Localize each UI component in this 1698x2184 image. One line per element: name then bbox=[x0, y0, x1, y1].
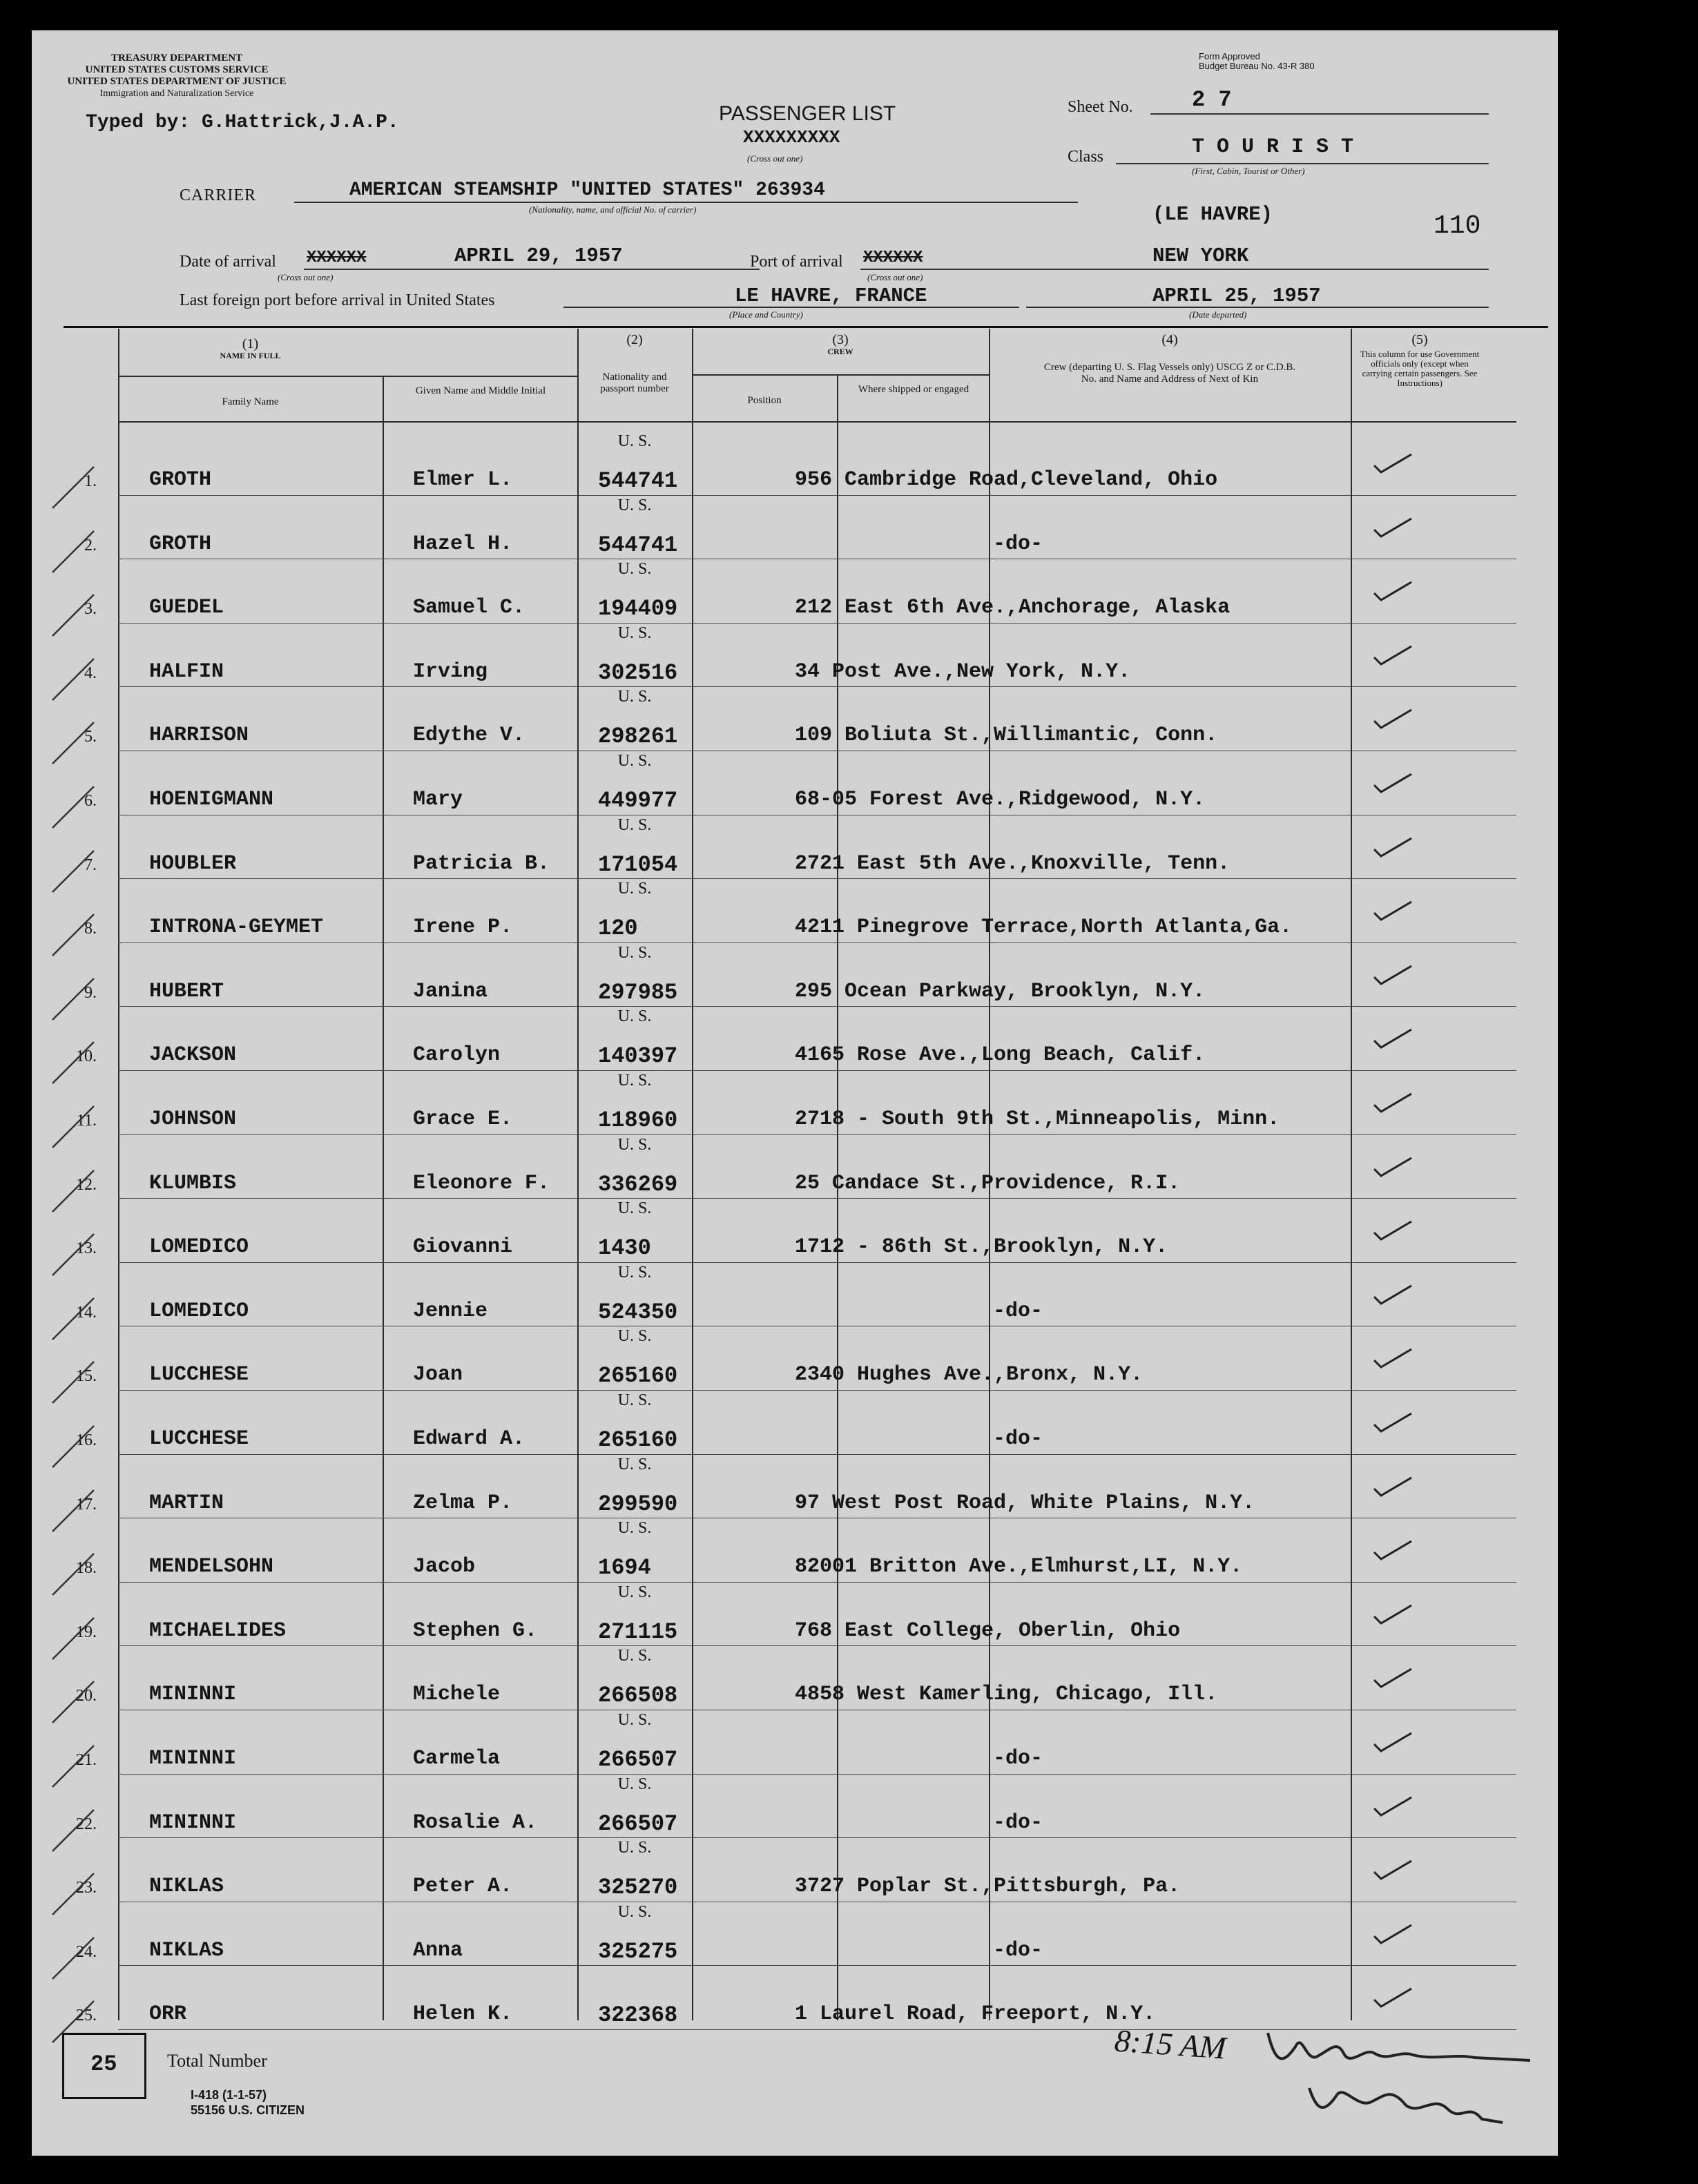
passport-number: 120 bbox=[598, 916, 638, 942]
carrier-value: AMERICAN STEAMSHIP "UNITED STATES" 263934 bbox=[349, 180, 825, 201]
row-number: 11. bbox=[76, 1112, 97, 1130]
passport-number: 1430 bbox=[598, 1235, 651, 1262]
nationality: U. S. bbox=[617, 880, 652, 898]
agency-line: TREASURY DEPARTMENT bbox=[110, 52, 243, 64]
passport-number: 325270 bbox=[598, 1875, 678, 1901]
table-row bbox=[32, 1711, 1558, 1775]
carrier-label: CARRIER bbox=[180, 186, 257, 204]
address: 34 Post Ave.,New York, N.Y. bbox=[795, 659, 1131, 684]
check-mark-icon bbox=[1366, 898, 1421, 925]
passport-number: 297985 bbox=[598, 979, 678, 1005]
given-name: Zelma P. bbox=[413, 1491, 513, 1515]
check-mark-icon bbox=[1366, 1921, 1421, 1949]
col2-title: Nationality and passport number bbox=[600, 371, 669, 394]
row-divider bbox=[118, 1134, 1516, 1135]
row-divider bbox=[118, 1070, 1516, 1071]
address: 68-05 Forest Ave.,Ridgewood, N.Y. bbox=[795, 788, 1206, 811]
form-subtitle-struck: XXXXXXXXX bbox=[743, 127, 840, 148]
given-name: Joan bbox=[413, 1363, 463, 1387]
address: 4165 Rose Ave.,Long Beach, Calif. bbox=[795, 1043, 1206, 1067]
given-name: Carolyn bbox=[413, 1043, 501, 1067]
nationality: U. S. bbox=[617, 1902, 652, 1921]
family-name: NIKLAS bbox=[149, 1938, 224, 1962]
given-name: Mary bbox=[413, 788, 463, 811]
row-number: 10. bbox=[76, 1047, 97, 1066]
row-number: 16. bbox=[76, 1431, 97, 1449]
row-number: 7. bbox=[84, 856, 97, 874]
family-name: MARTIN bbox=[149, 1491, 224, 1515]
col4-title: Crew (departing U. S. Flag Vessels only) USCG Z or C.D.B. No. and Name and Address of Next of Kin bbox=[1043, 362, 1296, 385]
position-header: Position bbox=[747, 395, 782, 406]
table-row bbox=[32, 944, 1558, 1008]
family-name: MININNI bbox=[149, 1810, 237, 1835]
family-name: HALFIN bbox=[149, 659, 224, 684]
col2-num bbox=[577, 334, 692, 346]
given-name: Stephen G. bbox=[413, 1618, 538, 1643]
check-mark-icon bbox=[1366, 1729, 1421, 1757]
nationality: U. S. bbox=[617, 432, 652, 450]
row-number: 24. bbox=[76, 1942, 97, 1961]
family-name: HOENIGMANN bbox=[149, 788, 274, 811]
row-number: 13. bbox=[76, 1239, 97, 1258]
port-arrival-hint: (Cross out one) bbox=[867, 272, 923, 282]
address: 2340 Hughes Ave.,Bronx, N.Y. bbox=[795, 1363, 1144, 1387]
nationality: U. S. bbox=[617, 1839, 652, 1857]
row-number: 15. bbox=[76, 1367, 97, 1386]
passport-number: 140397 bbox=[598, 1043, 678, 1070]
nationality: U. S. bbox=[617, 1455, 652, 1473]
address: 25 Candace St.,Providence, R.I. bbox=[795, 1171, 1181, 1195]
table-row bbox=[32, 1007, 1558, 1072]
passport-number: 266507 bbox=[598, 1747, 678, 1772]
address: 4211 Pinegrove Terrace,North Atlanta,Ga. bbox=[795, 916, 1293, 940]
le-havre: (LE HAVRE) bbox=[1152, 203, 1273, 226]
given-name: Samuel C. bbox=[413, 596, 525, 620]
agency-line: UNITED STATES CUSTOMS SERVICE bbox=[85, 64, 269, 75]
col3-title: CREW bbox=[827, 347, 853, 356]
given-name: Grace E. bbox=[413, 1108, 513, 1131]
family-name: HARRISON bbox=[149, 724, 249, 748]
check-mark-icon bbox=[1366, 578, 1421, 606]
table-row bbox=[32, 496, 1558, 561]
col5-num-text: (5) bbox=[1411, 332, 1428, 347]
passport-number: 194409 bbox=[598, 596, 678, 622]
handwritten-note: 8:15 AM bbox=[1113, 2022, 1227, 2066]
budget-bureau: Budget Bureau No. 43-R 380 bbox=[1199, 61, 1315, 71]
nationality: U. S. bbox=[617, 1519, 652, 1538]
date-arrival-struck: XXXXXX bbox=[307, 249, 367, 267]
table-row bbox=[32, 1391, 1558, 1456]
passenger-list-sheet bbox=[32, 30, 1558, 2156]
total-value: 25 bbox=[90, 2051, 117, 2077]
table-row bbox=[32, 1327, 1558, 1391]
passport-number: 265160 bbox=[598, 1427, 678, 1453]
agency-block bbox=[52, 52, 301, 99]
family-name: MICHAELIDES bbox=[149, 1618, 287, 1643]
check-mark-icon bbox=[1366, 1601, 1421, 1629]
passport-number: 171054 bbox=[598, 851, 678, 878]
check-mark-icon bbox=[1366, 1217, 1421, 1245]
family-name: MININNI bbox=[149, 1747, 237, 1770]
col3-header bbox=[692, 334, 989, 358]
date-departed-value: APRIL 25, 1957 bbox=[1152, 284, 1321, 307]
ditto-mark: -do- bbox=[993, 1810, 1043, 1835]
passport-number: 266508 bbox=[598, 1683, 678, 1709]
check-mark-icon bbox=[1366, 1984, 1421, 2012]
total-label: Total Number bbox=[167, 2051, 267, 2071]
address: 109 Boliuta St.,Willimantic, Conn. bbox=[795, 724, 1218, 748]
passport-number: 298261 bbox=[598, 724, 678, 750]
address: 2718 - South 9th St.,Minneapolis, Minn. bbox=[795, 1108, 1280, 1131]
row-number: 23. bbox=[76, 1879, 97, 1897]
table-row bbox=[32, 816, 1558, 880]
family-name: GUEDEL bbox=[149, 596, 224, 620]
passport-number: 299590 bbox=[598, 1491, 678, 1517]
row-divider bbox=[118, 1262, 1516, 1263]
given-name-header: Given Name and Middle Initial bbox=[415, 385, 546, 396]
address: 2721 East 5th Ave.,Knoxville, Tenn. bbox=[795, 851, 1231, 876]
row-divider bbox=[118, 1390, 1516, 1391]
row-number: 14. bbox=[76, 1303, 97, 1322]
given-name: Elmer L. bbox=[413, 468, 513, 492]
handwritten-signature bbox=[1254, 2019, 1544, 2143]
col2-num-text: (2) bbox=[626, 332, 643, 347]
row-number: 18. bbox=[76, 1559, 97, 1578]
nationality: U. S. bbox=[617, 1135, 652, 1154]
sheet-value: 2 7 bbox=[1192, 87, 1232, 113]
port-arrival-value: NEW YORK bbox=[1152, 244, 1249, 267]
row-divider bbox=[118, 1645, 1516, 1646]
family-name: NIKLAS bbox=[149, 1875, 224, 1899]
row-number: 8. bbox=[84, 920, 97, 938]
row-divider bbox=[118, 1965, 1516, 1966]
cross-out-hint: (Cross out one) bbox=[747, 153, 803, 164]
row-number: 20. bbox=[76, 1687, 97, 1705]
row-number: 12. bbox=[76, 1175, 97, 1194]
nationality: U. S. bbox=[617, 943, 652, 962]
passport-number: 524350 bbox=[598, 1299, 678, 1325]
passport-number: 325275 bbox=[598, 1938, 678, 1964]
page-number: 110 bbox=[1434, 211, 1481, 241]
table-row bbox=[32, 1903, 1558, 1967]
row-divider bbox=[118, 1198, 1516, 1199]
given-name: Janina bbox=[413, 979, 488, 1003]
check-mark-icon bbox=[1366, 1857, 1421, 1884]
passport-number: 336269 bbox=[598, 1171, 678, 1197]
nationality: U. S. bbox=[617, 1583, 652, 1601]
row-number: 17. bbox=[76, 1495, 97, 1514]
row-divider bbox=[118, 1006, 1516, 1007]
table-row bbox=[32, 1839, 1558, 1903]
table-row bbox=[32, 880, 1558, 944]
col1-title: NAME IN FULL bbox=[220, 351, 281, 360]
given-name: Irving bbox=[413, 659, 488, 684]
ditto-mark: -do- bbox=[993, 1299, 1043, 1323]
last-port-value: LE HAVRE, FRANCE bbox=[735, 284, 927, 307]
address: 956 Cambridge Road,Cleveland, Ohio bbox=[795, 468, 1218, 492]
given-name: Anna bbox=[413, 1938, 463, 1962]
passport-number: 544741 bbox=[598, 468, 678, 494]
row-divider bbox=[118, 1774, 1516, 1775]
agency-line: UNITED STATES DEPARTMENT OF JUSTICE bbox=[67, 76, 287, 87]
passport-number: 322368 bbox=[598, 2002, 678, 2029]
family-name: HUBERT bbox=[149, 979, 224, 1003]
given-name: Carmela bbox=[413, 1747, 501, 1770]
nationality: U. S. bbox=[617, 1263, 652, 1282]
col4-num-text: (4) bbox=[1161, 332, 1178, 347]
typed-by: Typed by: G.Hattrick,J.A.P. bbox=[86, 112, 399, 133]
table-row bbox=[32, 1519, 1558, 1583]
given-name: Jennie bbox=[413, 1299, 488, 1323]
col5-title: This column for use Government officials only (except when carrying certain passengers. See Instructions) bbox=[1360, 349, 1480, 388]
check-mark-icon bbox=[1366, 514, 1421, 542]
nationality: U. S. bbox=[617, 496, 652, 514]
passport-number: 544741 bbox=[598, 532, 678, 558]
given-name: Jacob bbox=[413, 1555, 476, 1579]
row-divider bbox=[118, 878, 1516, 879]
form-code: 55156 U.S. CITIZEN bbox=[191, 2103, 305, 2117]
carrier-hint: (Nationality, name, and official No. of carrier) bbox=[529, 204, 697, 215]
nationality: U. S. bbox=[617, 1199, 652, 1218]
form-id: I-418 (1-1-57) bbox=[191, 2088, 267, 2102]
check-mark-icon bbox=[1366, 1090, 1421, 1117]
check-mark-icon bbox=[1366, 642, 1421, 670]
sheet-label: Sheet No. bbox=[1068, 98, 1133, 116]
check-mark-icon bbox=[1366, 1345, 1421, 1373]
family-name: HOUBLER bbox=[149, 851, 237, 876]
ditto-mark: -do- bbox=[993, 532, 1043, 556]
row-divider bbox=[118, 1454, 1516, 1455]
check-mark-icon bbox=[1366, 1409, 1421, 1437]
passport-number: 302516 bbox=[598, 659, 678, 686]
table-row bbox=[32, 1136, 1558, 1200]
check-mark-icon bbox=[1366, 770, 1421, 798]
passport-number: 118960 bbox=[598, 1108, 678, 1133]
row-number: 3. bbox=[84, 600, 97, 619]
nationality: U. S. bbox=[617, 1007, 652, 1026]
row-divider bbox=[118, 1582, 1516, 1583]
address: 295 Ocean Parkway, Brooklyn, N.Y. bbox=[795, 979, 1206, 1003]
given-name: Edward A. bbox=[413, 1427, 525, 1451]
table-row bbox=[32, 752, 1558, 816]
row-number: 2. bbox=[84, 536, 97, 554]
nationality: U. S. bbox=[617, 1391, 652, 1409]
ditto-mark: -do- bbox=[993, 1938, 1043, 1962]
table-row bbox=[32, 1647, 1558, 1711]
port-arrival-struck: XXXXXX bbox=[863, 249, 923, 267]
check-mark-icon bbox=[1366, 450, 1421, 478]
given-name: Helen K. bbox=[413, 2002, 513, 2027]
nationality: U. S. bbox=[617, 560, 652, 579]
given-name: Giovanni bbox=[413, 1235, 513, 1259]
passport-number: 449977 bbox=[598, 788, 678, 813]
row-divider bbox=[118, 495, 1516, 496]
check-mark-icon bbox=[1366, 1793, 1421, 1821]
table-row bbox=[32, 1264, 1558, 1328]
table-row bbox=[32, 1072, 1558, 1136]
address: 212 East 6th Ave.,Anchorage, Alaska bbox=[795, 596, 1231, 620]
passport-number: 265160 bbox=[598, 1363, 678, 1389]
given-name: Patricia B. bbox=[413, 851, 550, 876]
family-name-header: Family Name bbox=[222, 396, 279, 407]
date-departed-hint: (Date departed) bbox=[1189, 309, 1247, 320]
form-title: PASSENGER LIST bbox=[719, 102, 896, 125]
given-name: Michele bbox=[413, 1683, 501, 1707]
passport-number: 271115 bbox=[598, 1618, 678, 1645]
given-name: Edythe V. bbox=[413, 724, 525, 748]
date-arrival-label: Date of arrival bbox=[180, 253, 276, 271]
table-row bbox=[32, 688, 1558, 752]
agency-line: Immigration and Naturalization Service bbox=[99, 88, 254, 99]
table-row bbox=[32, 1199, 1558, 1264]
family-name: ORR bbox=[149, 2002, 187, 2027]
family-name: JOHNSON bbox=[149, 1108, 237, 1131]
date-arrival-value: APRIL 29, 1957 bbox=[454, 244, 623, 267]
check-mark-icon bbox=[1366, 1665, 1421, 1692]
ditto-mark: -do- bbox=[993, 1747, 1043, 1770]
address: 1712 - 86th St.,Brooklyn, N.Y. bbox=[795, 1235, 1168, 1259]
check-mark-icon bbox=[1366, 1154, 1421, 1181]
class-label: Class bbox=[1068, 148, 1104, 166]
nationality: U. S. bbox=[617, 1327, 652, 1346]
address: 4858 West Kamerling, Chicago, Ill. bbox=[795, 1683, 1218, 1707]
family-name: LUCCHESE bbox=[149, 1363, 249, 1387]
family-name: LOMEDICO bbox=[149, 1299, 249, 1323]
address: 97 West Post Road, White Plains, N.Y. bbox=[795, 1491, 1255, 1515]
class-value: T O U R I S T bbox=[1192, 135, 1354, 159]
family-name: LUCCHESE bbox=[149, 1427, 249, 1451]
row-number: 21. bbox=[76, 1751, 97, 1769]
family-name: KLUMBIS bbox=[149, 1171, 237, 1195]
port-arrival-label: Port of arrival bbox=[750, 253, 843, 271]
check-mark-icon bbox=[1366, 962, 1421, 989]
table-row bbox=[32, 1583, 1558, 1647]
given-name: Peter A. bbox=[413, 1875, 513, 1899]
check-mark-icon bbox=[1366, 1473, 1421, 1501]
nationality: U. S. bbox=[617, 1711, 652, 1729]
passport-number: 1694 bbox=[598, 1555, 651, 1581]
last-port-hint: (Place and Country) bbox=[729, 309, 803, 320]
table-row bbox=[32, 560, 1558, 624]
row-divider bbox=[118, 623, 1516, 624]
row-divider bbox=[118, 686, 1516, 687]
check-mark-icon bbox=[1366, 1282, 1421, 1309]
family-name: INTRONA-GEYMET bbox=[149, 916, 324, 940]
given-name: Eleonore F. bbox=[413, 1171, 550, 1195]
passport-number: 266507 bbox=[598, 1810, 678, 1837]
check-mark-icon bbox=[1366, 1537, 1421, 1565]
row-number: 1. bbox=[84, 472, 97, 490]
col5-num bbox=[1351, 334, 1489, 346]
date-arrival-hint: (Cross out one) bbox=[278, 272, 334, 282]
given-name: Hazel H. bbox=[413, 532, 513, 556]
nationality: U. S. bbox=[617, 624, 652, 642]
form-approved: Form Approved bbox=[1199, 51, 1260, 61]
col3-num: (3) bbox=[832, 332, 849, 347]
family-name: MININNI bbox=[149, 1683, 237, 1707]
family-name: GROTH bbox=[149, 532, 212, 556]
col4-num bbox=[989, 334, 1351, 346]
table-row bbox=[32, 432, 1558, 496]
check-mark-icon bbox=[1366, 1025, 1421, 1053]
nationality: U. S. bbox=[617, 815, 652, 834]
family-name: LOMEDICO bbox=[149, 1235, 249, 1259]
nationality: U. S. bbox=[617, 1775, 652, 1793]
check-mark-icon bbox=[1366, 706, 1421, 733]
table-row bbox=[32, 1456, 1558, 1520]
table-row bbox=[32, 1775, 1558, 1839]
row-number: 4. bbox=[84, 664, 97, 682]
ditto-mark: -do- bbox=[993, 1427, 1043, 1451]
row-number: 6. bbox=[84, 792, 97, 810]
row-number: 25. bbox=[76, 2007, 97, 2025]
check-mark-icon bbox=[1366, 834, 1421, 862]
family-name: JACKSON bbox=[149, 1043, 237, 1067]
class-hint: (First, Cabin, Tourist or Other) bbox=[1192, 166, 1305, 176]
row-number: 9. bbox=[84, 983, 97, 1002]
family-name: MENDELSOHN bbox=[149, 1555, 274, 1579]
address: 1 Laurel Road, Freeport, N.Y. bbox=[795, 2002, 1156, 2027]
given-name: Irene P. bbox=[413, 916, 513, 940]
row-number: 5. bbox=[84, 728, 97, 746]
row-divider bbox=[118, 1837, 1516, 1838]
row-number: 22. bbox=[76, 1815, 97, 1833]
nationality: U. S. bbox=[617, 688, 652, 706]
nationality: U. S. bbox=[617, 752, 652, 770]
total-box bbox=[62, 2033, 146, 2099]
col1-num: (1) bbox=[242, 336, 259, 351]
nationality: U. S. bbox=[617, 1072, 652, 1090]
where-shipped-header: Where shipped or engaged bbox=[858, 384, 969, 395]
nationality: U. S. bbox=[617, 1647, 652, 1665]
given-name: Rosalie A. bbox=[413, 1810, 538, 1835]
family-name: GROTH bbox=[149, 468, 212, 492]
table-row bbox=[32, 624, 1558, 688]
row-number: 19. bbox=[76, 1623, 97, 1641]
last-port-label: Last foreign port before arrival in United States bbox=[180, 291, 495, 309]
address: 768 East College, Oberlin, Ohio bbox=[795, 1618, 1181, 1643]
address: 82001 Britton Ave.,Elmhurst,LI, N.Y. bbox=[795, 1555, 1243, 1579]
address: 3727 Poplar St.,Pittsburgh, Pa. bbox=[795, 1875, 1181, 1899]
col1-header bbox=[118, 338, 383, 362]
